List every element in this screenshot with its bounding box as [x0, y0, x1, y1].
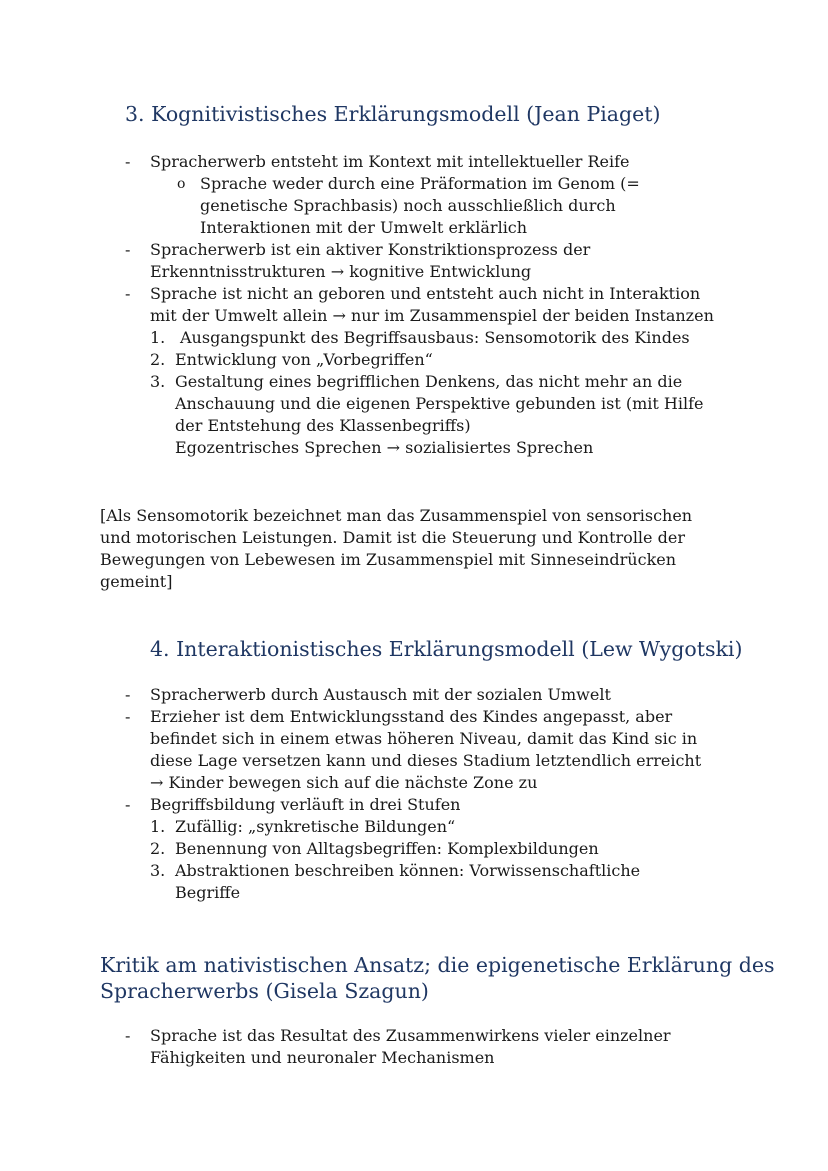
- s3-list-item-3-line-1: Gestaltung eines begrifflichen Denkens, das nicht mehr an die: [175, 372, 683, 391]
- bullet-dash: -: [125, 707, 131, 726]
- section-5-heading-line-2: Spracherwerbs (Gisela Szagun): [100, 979, 429, 1003]
- s4-bullet-2-line-3: diese Lage versetzen kann und dieses Stadium letztendlich erreicht: [150, 751, 702, 770]
- bullet-dash: -: [125, 1026, 131, 1045]
- note-line-1: [Als Sensomotorik bezeichnet man das Zusammenspiel von sensorischen: [100, 506, 693, 525]
- list-number: 3.: [150, 372, 166, 391]
- s3-list-item-3-line-2: Anschauung und die eigenen Perspektive gebunden ist (mit Hilfe: [175, 394, 704, 413]
- list-number: 3.: [150, 861, 166, 880]
- bullet-circle: o: [177, 176, 186, 192]
- s5-bullet-1-line-2: Fähigkeiten und neuronaler Mechanismen: [150, 1048, 495, 1067]
- s3-bullet-2-line-1: Spracherwerb ist ein aktiver Konstriktionsprozess der: [150, 240, 591, 259]
- list-number: 1.: [150, 328, 166, 347]
- s4-list-item-2: Benennung von Alltagsbegriffen: Komplexbildungen: [175, 839, 599, 858]
- s4-list-item-3-line-1: Abstraktionen beschreiben können: Vorwissenschaftliche: [175, 861, 641, 880]
- s3-sub-line-3: Interaktionen mit der Umwelt erklärlich: [200, 218, 528, 237]
- s4-bullet-3: Begriffsbildung verläuft in drei Stufen: [150, 795, 461, 814]
- list-number: 2.: [150, 839, 166, 858]
- bullet-dash: -: [125, 685, 131, 704]
- s4-list-item-3-line-2: Begriffe: [175, 883, 241, 902]
- s3-list-item-3-line-3: der Entstehung des Klassenbegriffs): [175, 416, 471, 435]
- s4-bullet-2-line-4: → Kinder bewegen sich auf die nächste Zone zu: [150, 773, 538, 792]
- s3-list-item-2: Entwicklung von „Vorbegriffen“: [175, 350, 433, 369]
- s3-list-item-1: Ausgangspunkt des Begriffsausbaus: Sensomotorik des Kindes: [180, 328, 690, 347]
- s3-bullet-3-line-2: mit der Umwelt allein → nur im Zusammenspiel der beiden Instanzen: [150, 306, 714, 325]
- list-number: 2.: [150, 350, 166, 369]
- note-line-3: Bewegungen von Lebewesen im Zusammenspiel mit Sinneseindrücken: [100, 550, 677, 569]
- bullet-dash: -: [125, 284, 131, 303]
- note-line-2: und motorischen Leistungen. Damit ist die Steuerung und Kontrolle der: [100, 528, 685, 547]
- s3-bullet-2-line-2: Erkenntnisstrukturen → kognitive Entwicklung: [150, 262, 532, 281]
- bullet-dash: -: [125, 795, 131, 814]
- section-4-heading: 4. Interaktionistisches Erklärungsmodell (Lew Wygotski): [150, 637, 743, 661]
- s5-bullet-1-line-1: Sprache ist das Resultat des Zusammenwirkens vieler einzelner: [150, 1026, 671, 1045]
- s4-bullet-2-line-2: befindet sich in einem etwas höheren Niveau, damit das Kind sic in: [150, 729, 698, 748]
- bullet-dash: -: [125, 152, 131, 171]
- s4-list-item-1: Zufällig: „synkretische Bildungen“: [175, 817, 456, 836]
- s3-list-item-3-line-4: Egozentrisches Sprechen → sozialisiertes Sprechen: [175, 438, 594, 457]
- s3-sub-line-2: genetische Sprachbasis) noch ausschließlich durch: [200, 196, 616, 215]
- s4-bullet-2-line-1: Erzieher ist dem Entwicklungsstand des Kindes angepasst, aber: [150, 707, 673, 726]
- s3-bullet-1: Spracherwerb entsteht im Kontext mit intellektueller Reife: [150, 152, 630, 171]
- section-3-heading: 3. Kognitivistisches Erklärungsmodell (Jean Piaget): [125, 102, 661, 126]
- list-number: 1.: [150, 817, 166, 836]
- s4-bullet-1: Spracherwerb durch Austausch mit der sozialen Umwelt: [150, 685, 611, 704]
- section-5-heading-line-1: Kritik am nativistischen Ansatz; die epigenetische Erklärung des: [100, 953, 775, 977]
- note-line-4: gemeint]: [100, 572, 173, 591]
- s3-sub-line-1: Sprache weder durch eine Präformation im Genom (=: [200, 174, 640, 193]
- s3-bullet-3-line-1: Sprache ist nicht an geboren und entsteht auch nicht in Interaktion: [150, 284, 701, 303]
- bullet-dash: -: [125, 240, 131, 259]
